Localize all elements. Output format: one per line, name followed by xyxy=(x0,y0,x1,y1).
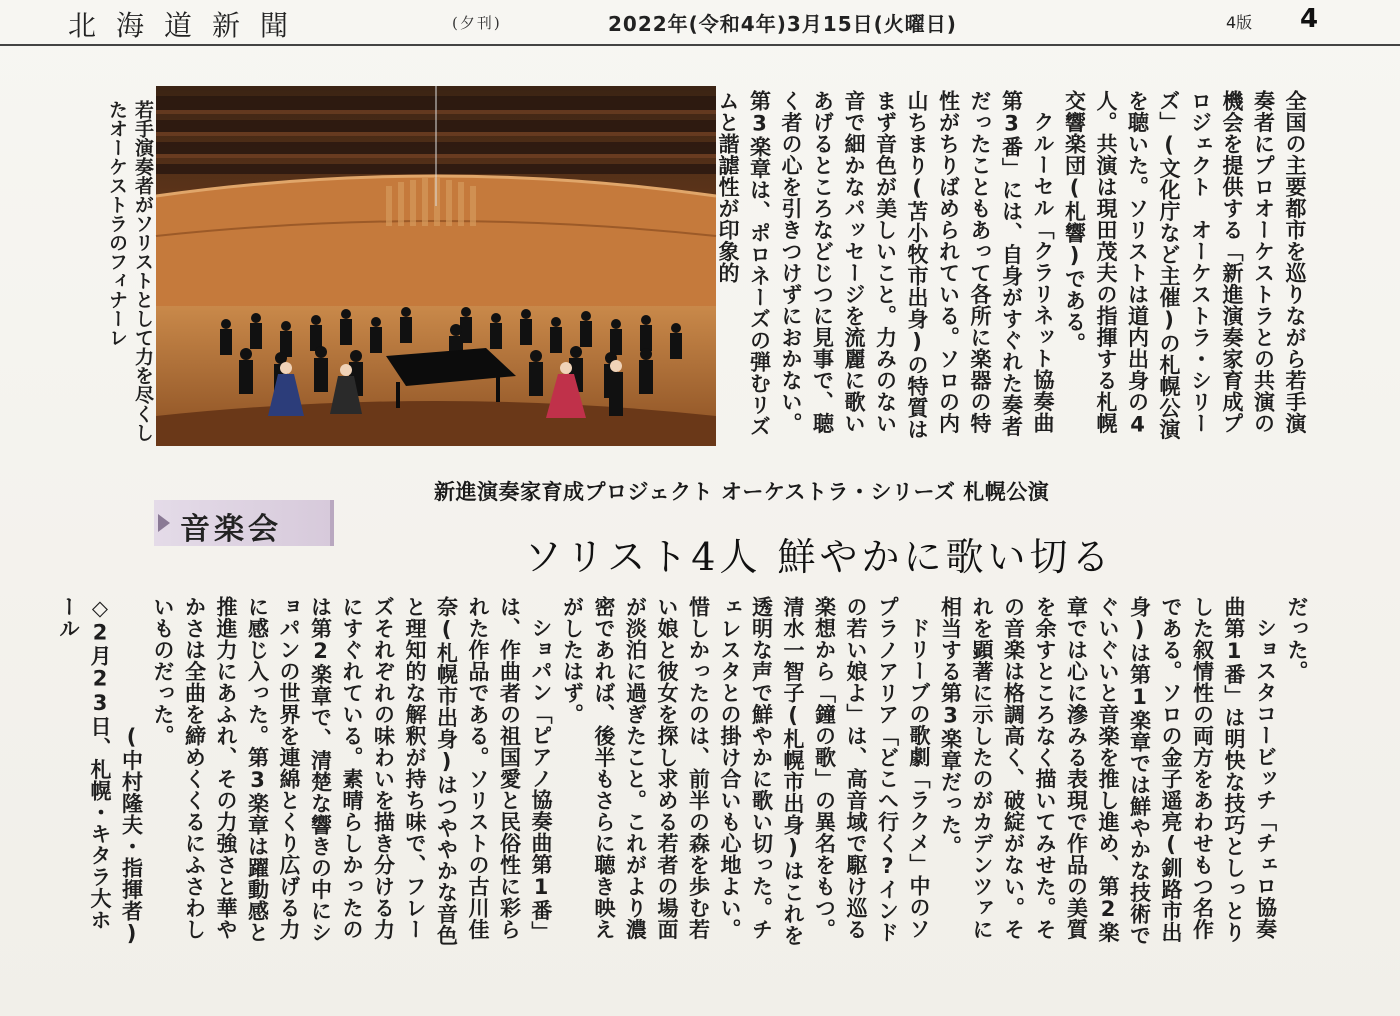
byline: (中村隆夫・指揮者) xyxy=(119,725,144,946)
review-article-text xyxy=(56,596,1312,946)
kicker-headline: 新進演奏家育成プロジェクト オーケストラ・シリーズ 札幌公演 xyxy=(434,480,1050,504)
lead-article-text xyxy=(716,90,1310,446)
photo-caption: 若手演奏者がソリストとして力を尽くしたオーケストラのフィナーレ xyxy=(106,100,154,442)
issue-date: 2022年(令和4年)3月15日(火曜日) xyxy=(608,12,957,36)
article-paragraph: ドリーブの歌劇「ラクメ」中のソプラノアリア「どこへ行く?インドの若い娘よ」は、高音域で駆け巡る楽想から「鐘の歌」の異名をもつ。清水一智子(札幌市出身)はこれを透明な声で鮮やかに歌い切った。チェレスタとの掛け合いも心地よい。惜しかったのは、前半の森を歩む若い娘と彼女を探し求める若者の場面が淡泊に過ぎたこと。これがより濃密であれば、後半もさらに聴き映えがしたはず。 xyxy=(560,596,931,946)
article-paragraph: だった。 xyxy=(1285,596,1309,682)
article-paragraph: ショスタコービッチ「チェロ協奏曲第1番」は明快な技巧としっとりした叙情性の両方をあわせもつ名作である。ソロの金子遥亮(釧路市出身)は第1楽章では鮮やかな技術でぐいぐいと音楽を推し進め、第2楽章では心に滲みる表現で作品の美質を余すところなく描いてみせた。その音楽は格調高く、破綻がない。それを顕著に示したのがカデンツァに相当する第3楽章だった。 xyxy=(938,596,1278,946)
genre-label-text: 音楽会 xyxy=(180,512,282,547)
genre-label xyxy=(154,500,334,546)
page-number: 4 xyxy=(1300,4,1319,34)
article-paragraph: 全国の主要都市を巡りながら若手演奏者にプロオーケストラとの共演の機会を提供する「新進演奏家育成プロジェクト オーケストラ・シリーズ」(文化庁など主催)の札幌公演を聴いた。ソリストは道内出身の4人。共演は現田茂夫の指揮する札幌交響楽団(札響)である。 xyxy=(1062,90,1307,440)
print-version: 4版 xyxy=(1226,13,1253,32)
orchestra-stage-photo-icon xyxy=(156,86,716,446)
masthead xyxy=(0,0,1400,46)
edition-label: (夕刊) xyxy=(452,14,502,32)
paper-name: 北海道新聞 xyxy=(68,9,309,42)
orchestra-photo xyxy=(156,86,716,446)
triangle-right-icon xyxy=(158,514,170,532)
article-paragraph: クルーセル「クラリネット協奏曲第3番」には、自身がすぐれた奏者だったこともあって各所に楽器の特性がちりばめられている。ソロの内山ちまり(苫小牧市出身)の特質はまず音色が美しいこと。力みのない音で細かなパッセージを流麗に歌いあげるところなどじつに見事で、聴く者の心を引きつけずにおかない。第3楽章は、ポロネーズの弾むリズムと諧謔性が印象的 xyxy=(716,90,1055,440)
dateline: ◇2月23日、札幌・キタラ大ホール xyxy=(56,596,112,931)
article-paragraph: ショパン「ピアノ協奏曲第1番」は、作曲者の祖国愛と民俗性に彩られた作品である。ソリストの古川佳奈(札幌市出身)はつややかな音色と理知的な解釈が持ち味で、フレーズそれぞれの味わいを描き分ける力にすぐれている。素晴らしかったのは第2楽章で、清楚な響きの中にショパンの世界を連綿とくり広げる力に感じ入った。第3楽章は躍動感と推進力にあふれ、その力強さと華やかさは全曲を締めくくるにふさわしいものだった。 xyxy=(151,596,553,946)
main-headline: ソリスト4人 鮮やかに歌い切る xyxy=(524,535,1114,579)
